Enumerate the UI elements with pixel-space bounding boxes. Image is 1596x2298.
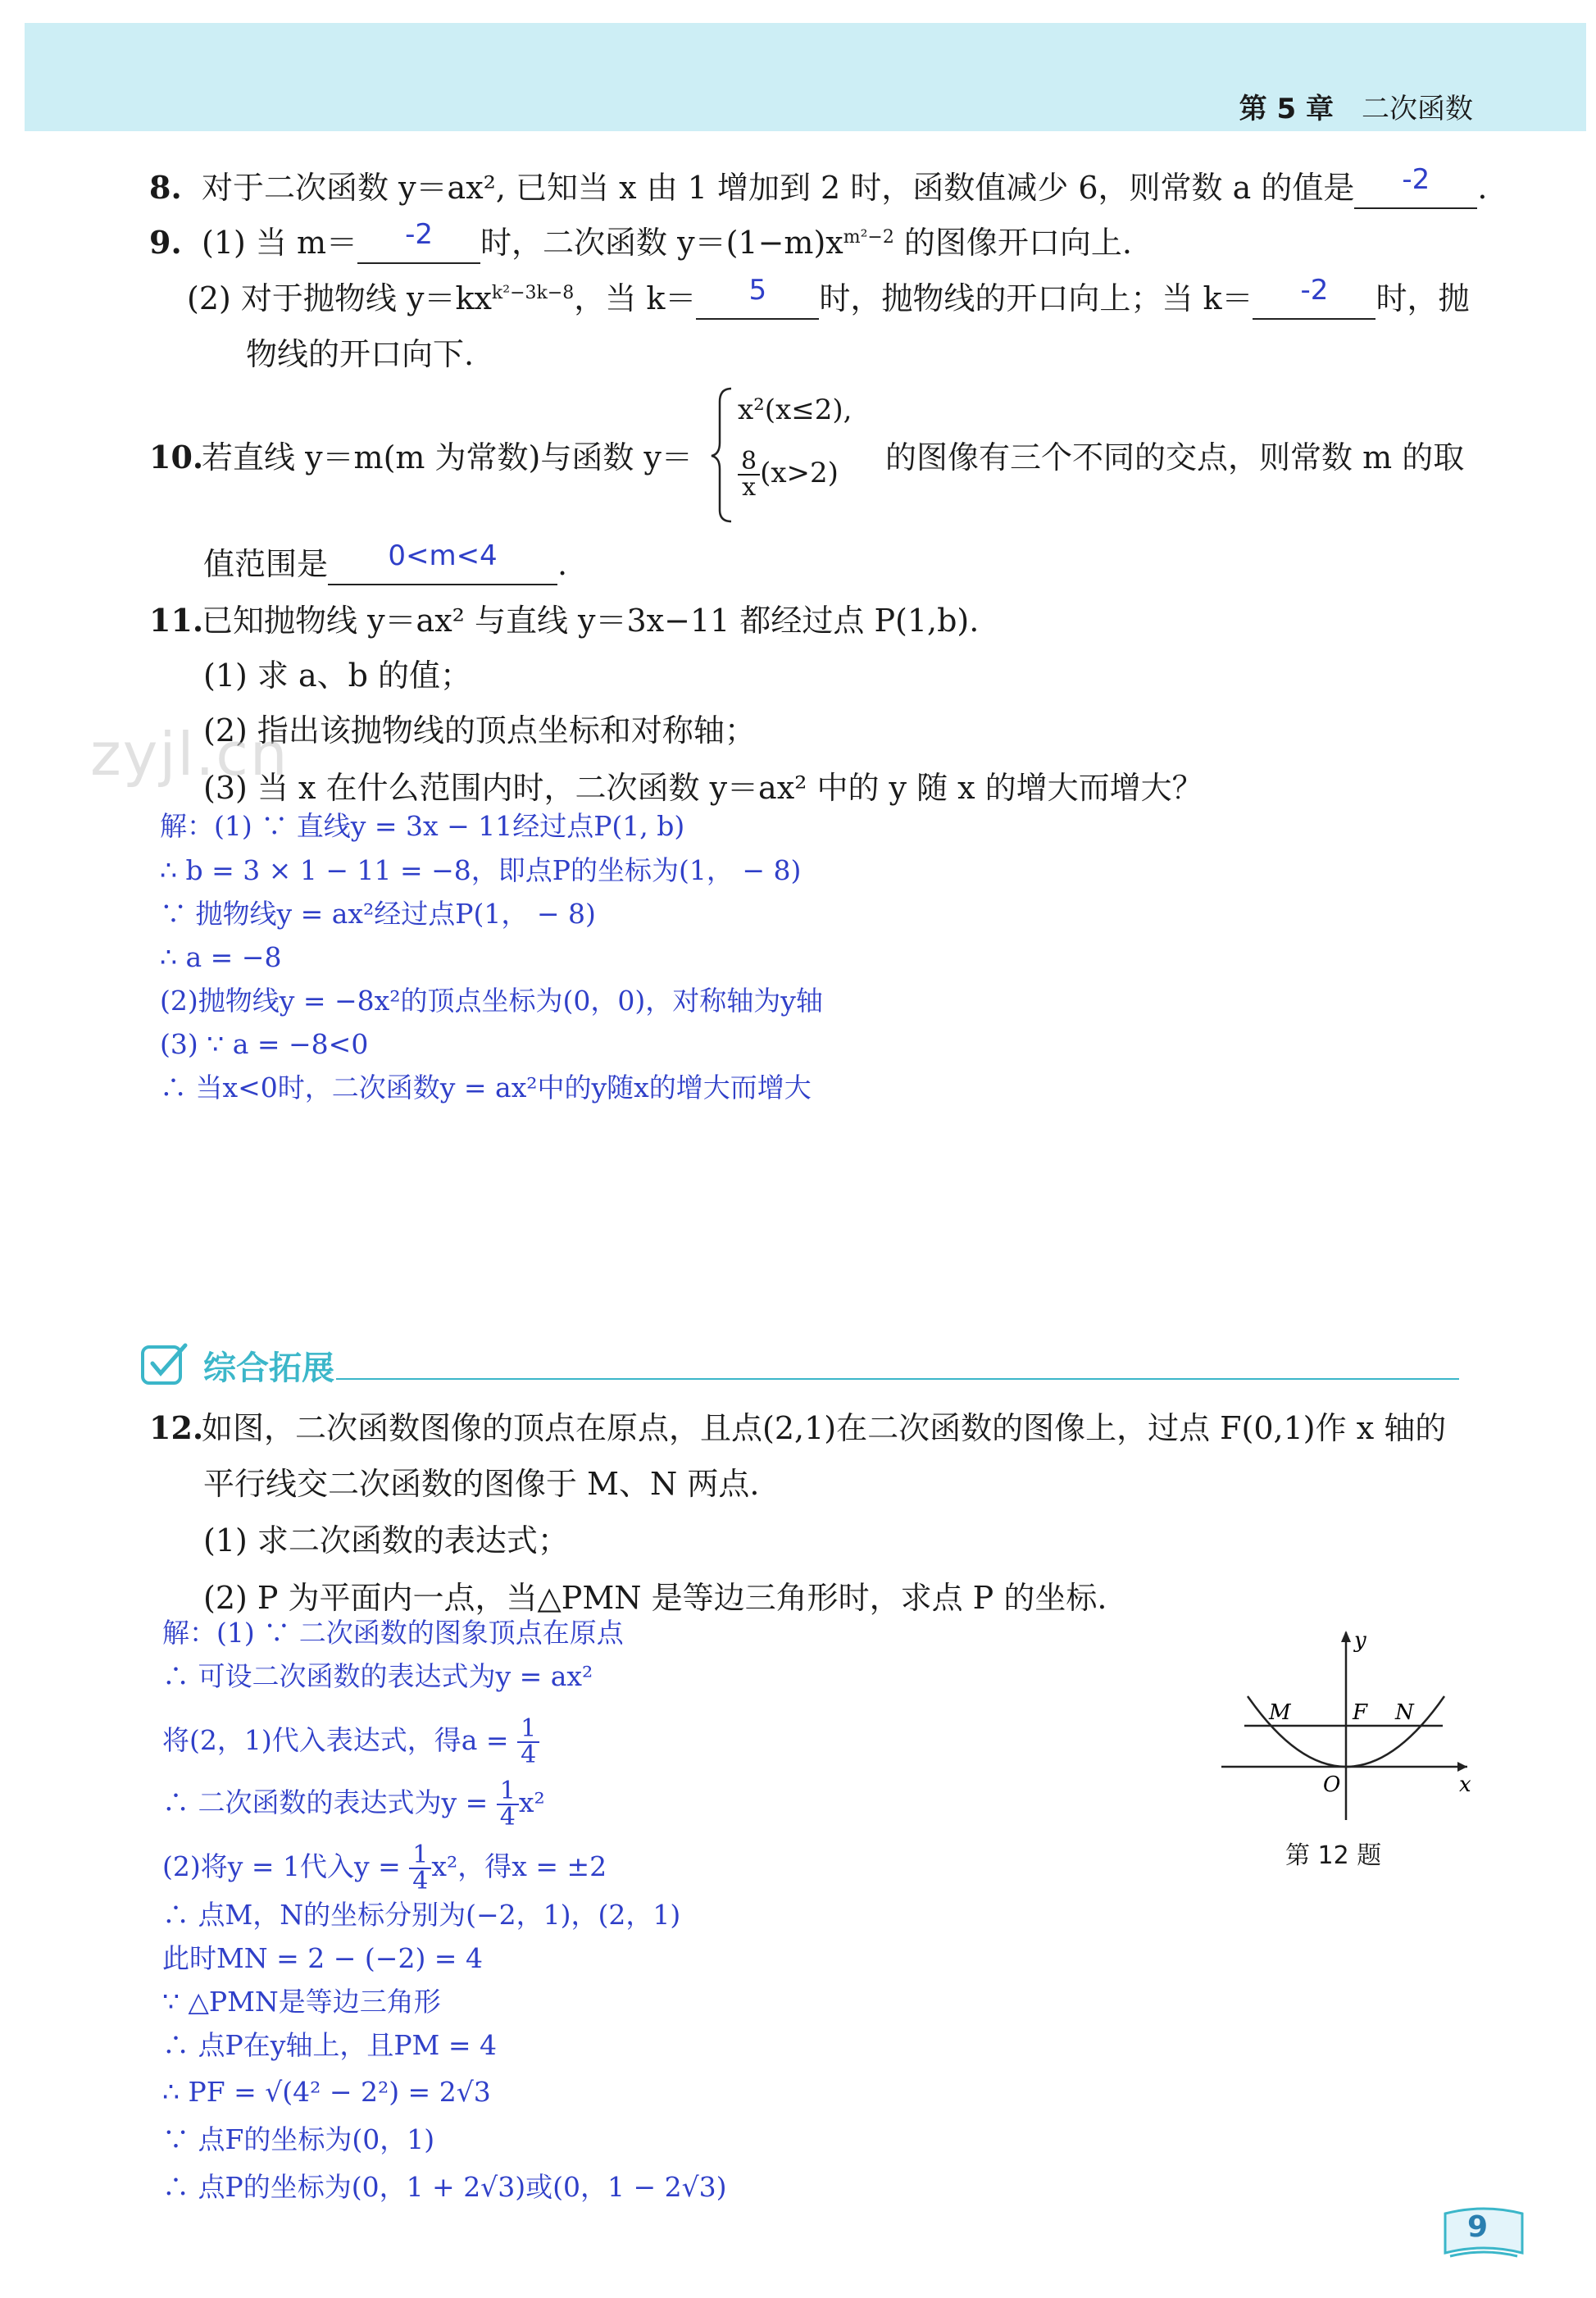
fraction — [409, 1843, 431, 1894]
question-text: 已知抛物线 y＝ax² 与直线 y＝3x−11 都经过点 P(1,b). — [202, 603, 980, 639]
fraction — [497, 1779, 519, 1830]
question-text: 如图，二次函数图像的顶点在原点，且点(2,1)在二次函数的图像上，过点 F(0,1)作 x 轴的 — [202, 1410, 1447, 1446]
solution-12-line-4 — [162, 1779, 545, 1830]
period: . — [1477, 170, 1488, 206]
question-text: 对于二次函数 y＝ax², 已知当 x 由 1 增加到 2 时，函数值减少 6，则常数 a 的值是 — [202, 170, 1355, 206]
numerator: 1 — [409, 1843, 431, 1869]
solution-11-line-2: ∴ b = 3 × 1 − 11 = −8，即点P的坐标为(1， − 8) — [160, 854, 802, 886]
question-9-part-2 — [187, 274, 1470, 320]
fraction — [517, 1714, 539, 1769]
handwritten-answer: -2 — [1402, 163, 1430, 196]
denominator: 4 — [521, 1741, 537, 1769]
piecewise-case-1: x²(x≤2), — [738, 394, 853, 426]
numerator: 1 — [497, 1779, 519, 1805]
solution-12-line-3 — [162, 1714, 539, 1769]
question-12-part-1: (1) 求二次函数的表达式； — [203, 1522, 569, 1559]
question-number: 11. — [149, 602, 204, 639]
text: 将(2，1)代入表达式，得a = — [162, 1724, 509, 1756]
solution-12-line-9: ∴ 点P在y轴上，且PM = 4 — [162, 2029, 497, 2061]
handwritten-answer: 0<m<4 — [388, 539, 498, 572]
question-number: 9. — [149, 224, 182, 261]
solution-12-line-12: ∴ 点P的坐标为(0，1 + 2√3)或(0，1 − 2√3) — [162, 2171, 727, 2203]
denominator: 4 — [412, 1867, 429, 1895]
piecewise-brace — [710, 385, 734, 525]
answer-blank — [357, 218, 480, 264]
solution-12-line-11: ∵ 点F的坐标为(0，1) — [162, 2123, 435, 2155]
origin-label: O — [1323, 1772, 1341, 1797]
handwritten-answer: -2 — [405, 218, 433, 251]
question-text: 物线的开口向下. — [246, 336, 475, 372]
question-text: 时，二次函数 y＝(1−m)x — [480, 225, 843, 261]
page-number: 9 — [1467, 2210, 1489, 2244]
numerator: 8 — [738, 449, 760, 476]
period: . — [557, 546, 568, 582]
solution-12-line-1: 解：(1) ∵ 二次函数的图象顶点在原点 — [162, 1617, 624, 1649]
y-axis-label: y — [1354, 1628, 1366, 1653]
point-m-label: M — [1269, 1700, 1291, 1725]
question-12-part-2: (2) P 为平面内一点，当△PMN 是等边三角形时，求点 P 的坐标. — [203, 1580, 1107, 1616]
question-12-line-2: 平行线交二次函数的图像于 M、N 两点. — [203, 1466, 760, 1502]
question-10-line-2 — [203, 539, 568, 585]
exponent: k²−3k−8 — [491, 283, 575, 303]
point-f-label: F — [1353, 1700, 1368, 1725]
question-10-text-cont: 的图像有三个不同的交点，则常数 m 的取 — [885, 439, 1465, 476]
section-divider — [336, 1378, 1459, 1380]
point-n-label: N — [1395, 1700, 1414, 1725]
chapter-title: 二次函数 — [1362, 93, 1473, 125]
solution-12-line-5 — [162, 1843, 607, 1894]
denominator: 4 — [499, 1803, 516, 1832]
text: x²，得x = ±2 — [431, 1850, 607, 1882]
solution-12-line-2: ∴ 可设二次函数的表达式为y = ax² — [162, 1660, 593, 1692]
text: (2)将y = 1代入y = — [162, 1850, 401, 1882]
exponent: m²−2 — [843, 227, 894, 248]
question-text: ，当 k＝ — [574, 280, 697, 316]
solution-12-line-10: ∴ PF = √(4² − 2²) = 2√3 — [162, 2076, 491, 2108]
piecewise-case-2 — [738, 449, 839, 500]
question-text: (1) 当 m＝ — [202, 225, 358, 261]
watermark: zyjl.cn — [90, 720, 289, 789]
section-header — [139, 1340, 1459, 1390]
denominator: x — [742, 473, 756, 502]
question-number: 12. — [149, 1409, 204, 1446]
question-11-part-1: (1) 求 a、b 的值； — [203, 658, 472, 694]
question-text: 时，抛物线的开口向上；当 k＝ — [819, 280, 1253, 316]
question-8 — [149, 163, 1488, 209]
question-text: 值范围是 — [203, 546, 329, 582]
section-title: 综合拓展 — [203, 1349, 334, 1387]
solution-11-line-1: 解：(1) ∵ 直线y = 3x − 11经过点P(1, b) — [160, 810, 685, 842]
y-axis-arrow — [1341, 1631, 1351, 1642]
question-11 — [149, 601, 979, 640]
answer-blank — [1253, 274, 1375, 320]
handwritten-answer: -2 — [1300, 274, 1329, 307]
x-axis-arrow — [1457, 1762, 1467, 1772]
solution-11-line-6: (3) ∵ a = −8<0 — [160, 1028, 369, 1060]
answer-blank — [328, 539, 557, 585]
question-9-part-2-cont — [246, 334, 474, 374]
chapter-header — [1239, 86, 1473, 126]
answer-blank — [696, 274, 819, 320]
solution-12-line-8: ∵ △PMN是等边三角形 — [162, 1986, 441, 2018]
question-9-part-1 — [149, 218, 1133, 264]
figure-caption: 第 12 题 — [1285, 1841, 1382, 1870]
question-number: 8. — [149, 169, 182, 206]
handwritten-answer: 5 — [748, 274, 767, 307]
question-11-part-3: (3) 当 x 在什么范围内时，二次函数 y＝ax² 中的 y 随 x 的增大而增大？ — [203, 770, 1203, 806]
solution-11-line-3: ∵ 抛物线y = ax²经过点P(1， − 8) — [160, 898, 596, 930]
question-text: 时，抛 — [1375, 280, 1470, 316]
parabola-figure — [1221, 1627, 1484, 1824]
numerator: 1 — [517, 1717, 539, 1743]
solution-12-line-6: ∴ 点M，N的坐标分别为(−2，1)，(2，1) — [162, 1899, 681, 1931]
answer-blank — [1354, 163, 1477, 209]
solution-11-line-7: ∴ 当x<0时，二次函数y = ax²中的y随x的增大而增大 — [160, 1072, 812, 1103]
text: ∴ 二次函数的表达式为y = — [162, 1786, 489, 1818]
question-text: 的图像开口向上. — [893, 225, 1133, 261]
question-11-part-2: (2) 指出该抛物线的顶点坐标和对称轴； — [203, 712, 756, 749]
question-number: 10. — [149, 439, 204, 476]
condition: (x>2) — [760, 457, 839, 489]
solution-11-line-5: (2)抛物线y = −8x²的顶点坐标为(0，0)，对称轴为y轴 — [160, 985, 823, 1017]
checkbox-icon — [139, 1340, 192, 1388]
chapter-number: 第 5 章 — [1239, 93, 1334, 125]
question-10 — [149, 438, 693, 477]
question-text: (2) 对于抛物线 y＝kx — [187, 280, 492, 316]
question-12 — [149, 1408, 1446, 1448]
solution-12-line-7: 此时MN = 2 − (−2) = 4 — [162, 1942, 483, 1974]
text: x² — [518, 1786, 545, 1818]
solution-11-line-4: ∴ a = −8 — [160, 941, 282, 973]
fraction — [738, 449, 760, 500]
x-axis-label: x — [1459, 1772, 1471, 1797]
question-text: 若直线 y＝m(m 为常数)与函数 y＝ — [202, 439, 693, 476]
